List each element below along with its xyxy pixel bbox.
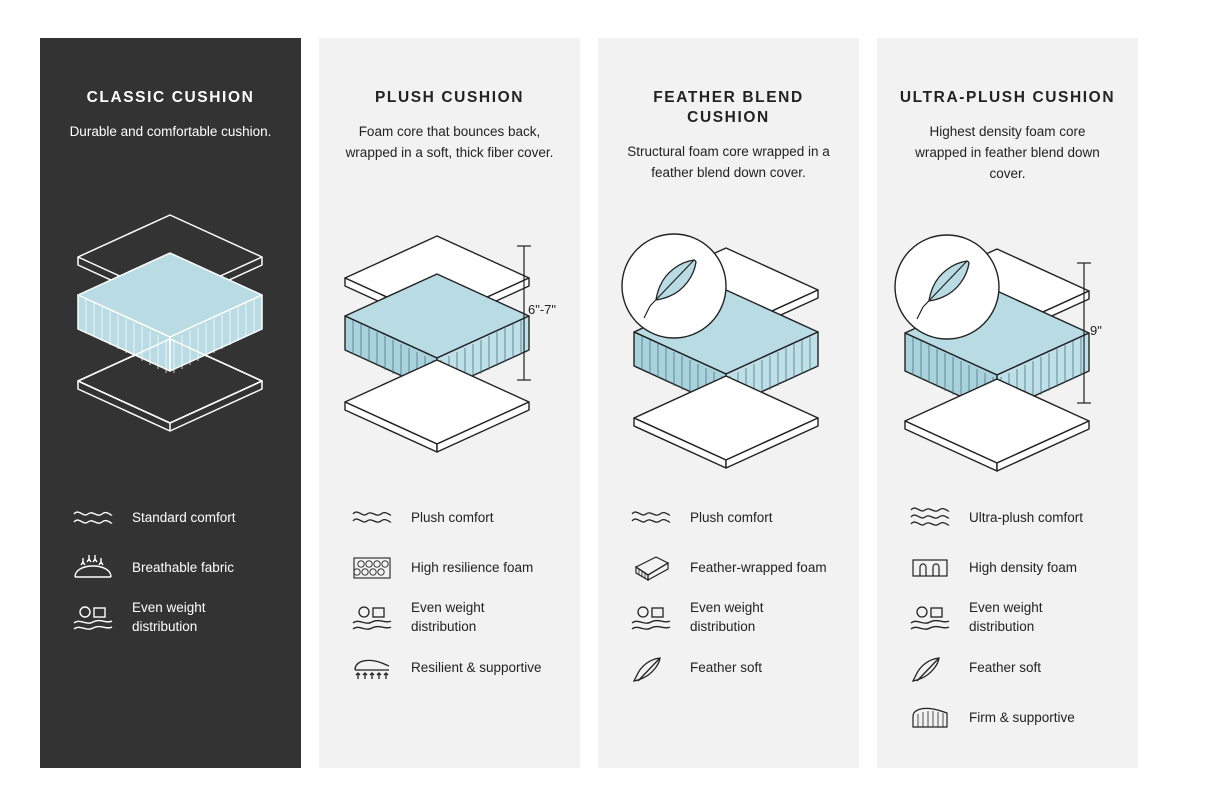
cushion-illustration-plush bbox=[319, 178, 580, 478]
card-description: Foam core that bounces back, wrapped in a soft, thick fiber cover. bbox=[345, 124, 554, 161]
card-description: Structural foam core wrapped in a feather blend down cover. bbox=[627, 144, 830, 181]
list-item-label: Plush comfort bbox=[690, 509, 773, 525]
list-item bbox=[907, 543, 1108, 593]
feather-badge-icon bbox=[622, 234, 726, 338]
resilient-support-icon bbox=[349, 651, 395, 685]
cushion-illustration-classic bbox=[40, 157, 301, 457]
list-item-label: Ultra-plush comfort bbox=[969, 509, 1084, 525]
dimension-label: 6"-7" bbox=[528, 301, 557, 317]
list-item bbox=[907, 593, 1108, 643]
list-item-label: Even weight distribution bbox=[132, 600, 206, 634]
list-item bbox=[628, 543, 829, 593]
dimension-label: 9" bbox=[1090, 322, 1102, 338]
list-item-label: Resilient & supportive bbox=[411, 659, 542, 675]
list-item bbox=[907, 693, 1108, 743]
feature-list-ultra-plush bbox=[877, 493, 1138, 743]
list-item-label: Feather soft bbox=[969, 659, 1042, 675]
list-item-label: Breathable fabric bbox=[132, 559, 235, 575]
list-item bbox=[628, 643, 829, 693]
list-item bbox=[907, 493, 1108, 543]
list-item bbox=[628, 493, 829, 543]
list-item-label: High density foam bbox=[969, 559, 1078, 575]
even-weight-distribution-icon bbox=[907, 601, 953, 635]
feather-badge-icon bbox=[895, 235, 999, 339]
card-description: Durable and comfortable cushion. bbox=[69, 124, 272, 140]
high-density-foam-icon bbox=[907, 551, 953, 585]
card-ultra-plush-cushion[interactable] bbox=[877, 38, 1138, 768]
list-item bbox=[349, 493, 550, 543]
honeycomb-foam-icon bbox=[349, 551, 395, 585]
page-title: ULTRA-PLUSH CUSHION bbox=[899, 89, 1116, 106]
even-weight-distribution-icon bbox=[70, 601, 116, 635]
page-title: PLUSH CUSHION bbox=[374, 89, 525, 106]
list-item-label: Plush comfort bbox=[411, 509, 494, 525]
breathable-fabric-icon bbox=[70, 551, 116, 585]
wave-lines-icon bbox=[628, 501, 674, 535]
wave-lines-icon bbox=[349, 501, 395, 535]
list-item bbox=[628, 593, 829, 643]
card-classic-cushion[interactable] bbox=[40, 38, 301, 768]
list-item bbox=[349, 643, 550, 693]
feather-wrapped-foam-icon bbox=[628, 551, 674, 585]
list-item bbox=[70, 543, 271, 593]
list-item-label: Even weight distribution bbox=[690, 600, 764, 634]
page-title: FEATHER BLEND CUSHION bbox=[653, 89, 804, 127]
list-item bbox=[70, 493, 271, 543]
dimension-marker-plush bbox=[514, 240, 572, 370]
list-item-label: High resilience foam bbox=[411, 559, 534, 575]
feather-icon bbox=[907, 651, 953, 685]
feather-icon bbox=[628, 651, 674, 685]
list-item-label: Even weight distribution bbox=[411, 600, 485, 634]
feature-list-classic bbox=[40, 493, 301, 643]
wave-lines-icon bbox=[70, 501, 116, 535]
cushion-illustration-feather-blend bbox=[598, 198, 859, 498]
cushion-illustration-ultra-plush bbox=[877, 199, 1138, 499]
card-description: Highest density foam core wrapped in feather blend down cover. bbox=[915, 124, 1100, 181]
list-item bbox=[349, 543, 550, 593]
list-item bbox=[349, 593, 550, 643]
dimension-marker-ultra-plush bbox=[1072, 261, 1130, 391]
list-item bbox=[907, 643, 1108, 693]
feature-list-plush bbox=[319, 493, 580, 693]
list-item-label: Feather soft bbox=[690, 659, 763, 675]
even-weight-distribution-icon bbox=[349, 601, 395, 635]
firm-support-icon bbox=[907, 701, 953, 735]
even-weight-distribution-icon bbox=[628, 601, 674, 635]
list-item-label: Standard comfort bbox=[132, 509, 236, 525]
list-item-label: Even weight distribution bbox=[969, 600, 1043, 634]
list-item bbox=[70, 593, 271, 643]
card-row bbox=[40, 38, 1174, 768]
feature-list-feather-blend bbox=[598, 493, 859, 693]
list-item-label: Feather-wrapped foam bbox=[690, 559, 827, 575]
exploded-cushion-diagram-icon bbox=[598, 198, 859, 498]
page-title: CLASSIC CUSHION bbox=[86, 89, 255, 106]
card-feather-blend-cushion[interactable] bbox=[598, 38, 859, 768]
wave-lines-icon bbox=[907, 501, 953, 535]
exploded-cushion-diagram-icon bbox=[40, 157, 301, 457]
card-plush-cushion[interactable] bbox=[319, 38, 580, 768]
list-item-label: Firm & supportive bbox=[969, 709, 1075, 725]
